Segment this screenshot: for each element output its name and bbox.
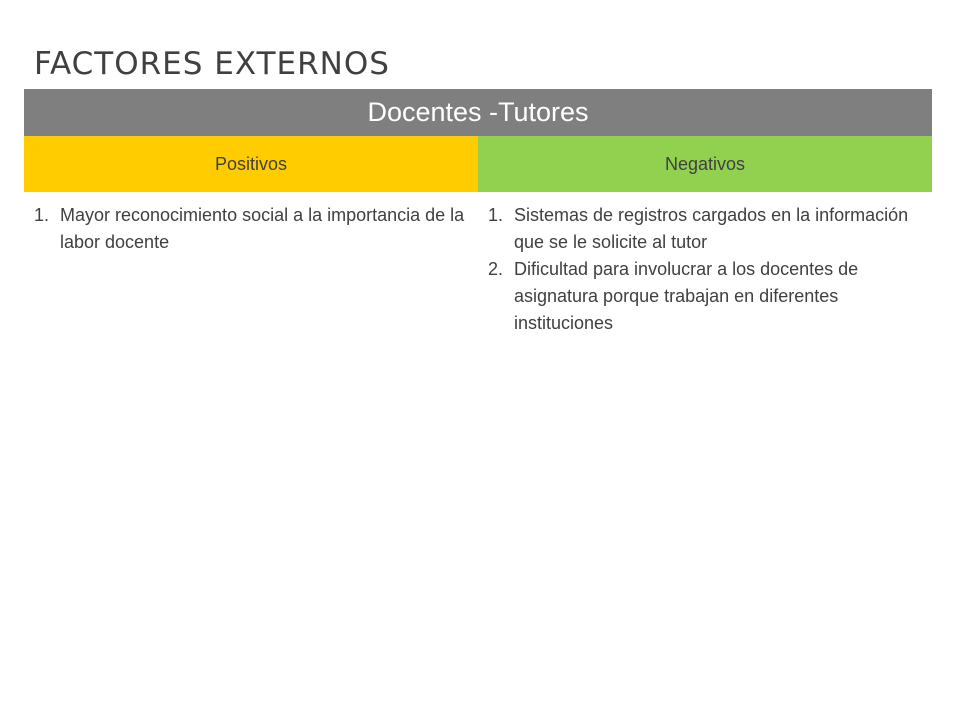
column-header-positivos: Positivos (24, 136, 478, 192)
list-item-text: Sistemas de registros cargados en la información que se le solicite al tutor (514, 205, 909, 252)
columns-body (24, 192, 932, 337)
table-header: Docentes -Tutores (24, 89, 932, 136)
column-header-negativos: Negativos (478, 136, 932, 192)
column-headers (24, 136, 932, 192)
negativos-column (478, 202, 932, 337)
positivos-list (34, 202, 468, 256)
list-item-number: 1. (34, 205, 50, 225)
list-item (488, 202, 922, 256)
list-item (488, 256, 922, 337)
list-item-text: Mayor reconocimiento social a la importancia de la labor docente (60, 205, 465, 252)
slide-title: FACTORES EXTERNOS (34, 46, 390, 82)
list-item-number: 2. (488, 259, 504, 279)
list-item-text: Dificultad para involucrar a los docentes de asignatura porque trabajan en diferentes instituciones (514, 259, 859, 333)
list-item (34, 202, 468, 256)
negativos-list (488, 202, 922, 337)
positivos-column (24, 202, 478, 337)
factors-table (24, 89, 932, 337)
list-item-number: 1. (488, 205, 504, 225)
